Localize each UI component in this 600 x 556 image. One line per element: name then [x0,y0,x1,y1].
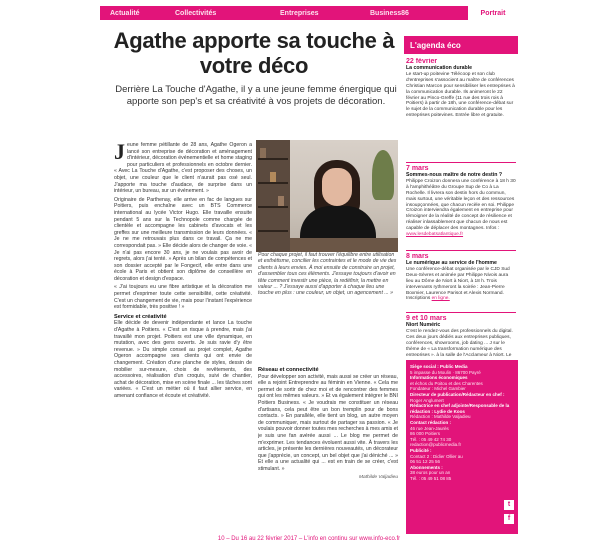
nav-collectivites[interactable]: Collectivités [175,9,217,17]
agenda-item [406,312,516,356]
photo-caption: Pour chaque projet, il faut trouver l'équilibre entre utilisation et esthétisme, concilier les contraintes et le mode de vie des clients à leurs envies. À moi ensuite de construire un projet, d'assembler tous ces éléments. J'essaye toujours d'avoir en tête comment investir une pièce, la redéfinir, la mettre en valeur ... ? J'essaye aussi d'apporter à chaque lieu une touche en plus : une couleur, un objet, un agencement ... » [258,252,397,297]
publisher-info-box [406,360,518,534]
info-line: 5 impasse du Moulin · 86700 Payré [410,369,481,375]
agenda-body: C'est le rendez-vous des professionnels du digital. Ces deux jours dédiés aux entreprises publiques, conférences, showrooms, job dating ... J sur le thème de « La transformation numérique des entreprises », à la salle de l'Acclameur à Niort. Le [406,328,513,356]
agenda-item [406,58,516,160]
article-paragraph-5: Pour développer son activité, mais aussi se créer un réseau, elle a rejoint Entreprendre au féminin en Vienne. « Cela me permet de sortir de chez moi et de rencontrer des femmes qui ont les mêmes valeurs. » Et va également intégrer le BNI Poitiers Business. « Je voudrais me constituer un réseau d'artisans, cela peut être un bon tremplin pour de bons contacts. » En parallèle, elle tient un blog, un autre moyen de communiquer, mais surtout de partager sa passion. « Je voulais pouvoir donner toutes mes recherches à mes amis et je suis une fan avérée aussi ... Le blog me permet de m'exprimer. Les tendances évoluent aussi vite. À travers les articles, je présente les dernières nouveautés, un décorateur que j'apprécie, un concept, un bel objet que j'ai déniché ... » Et elle a une actualité qui ... est en train de se créer, c'est stimulant. » [258,373,398,472]
agenda-title: Le numérique au service de l'homme [406,260,497,266]
agenda-sidebar [404,24,518,534]
photo-person-face [322,168,352,206]
info-line: Tél. : 05 49 51 08 85 [410,475,452,481]
article-paragraph-4: Elle décide de devenir indépendante et lance La touche d'Agathe à Poitiers. « C'est un risque à prendre, mais j'ai travaillé mon projet. Poitiers est une ville dynamique, en mutation, avec des gens ouverts. Je suis ravie d'y être revenue. » Du simple conseil au projet complet, Agathe Ogeron accompagne ses clients qui ont envie de changement. Création d'une planche de styles, dessin de mobilier sur-mesure, choix de revêtements, des accessoires, réalisation d'un croquis, suivi de chantier, achat de décoration, mise en scène finale ... les tâches sont variées. « C'est un métier où il faut allier service, en amenant confiance et écoute et créativité. [114,320,252,399]
drop-cap: J [114,142,125,164]
nav-actualite[interactable]: Actualité [110,9,140,17]
agenda-date: 22 février [406,58,438,65]
article-signature: Mathilde Valjadieu [358,474,398,480]
agenda-date: 8 mars [406,253,429,260]
info-line: redaction@publicmedia.fr [410,442,462,448]
info-line: Roger Anglumert [410,397,444,403]
article-headline: Agathe apporte sa touche à votre déco [113,28,395,78]
agenda-link[interactable]: en ligne. [431,296,450,302]
nav-entreprises[interactable]: Entreprises [280,9,319,17]
info-line: Rédaction : Mathilde Valjadieu [410,414,471,420]
agenda-body: Une conférence-débat organisée par le CJD Sud Deux-Sèvres et animée par Philippe Nivois aura lieu au Dôme de Niort à Niort, à 18 h. Trois intervenants rythmeront la soirée : Jean-Pierre Boxmier, Laurence Parisot et Alexis Normand. Inscriptions [406,266,510,302]
agenda-link[interactable]: www.lesdebatsatlantique.fr [406,232,464,238]
info-line: 46 rue Jean-Jaurès [410,425,449,431]
info-line: 86 000 Poitiers [410,431,441,437]
agenda-body: Le start-up poitevine Télécoop et son club d'entreprises s'associent au maître de conférences Christian Marcon pour sensibiliser les entreprises à la communication durable. Ils animeront le 22 février au Pinco-Greffe (11 rue des trois rois à Poitiers) à partir de 18h, une conférence-débat sur le sujet de la communication durable pour les entreprises poitevines. Entrée libre et gratuite. [406,71,515,119]
subhead-service: Service et créativité [114,313,167,320]
agenda-header: L'agenda éco [404,36,518,54]
agenda-date: 9 et 10 mars [406,315,447,322]
info-line: Contact 2 : Didier Ollier au [410,453,463,459]
article-paragraph-3: « J'ai toujours eu une fibre artistique et la décoration me permet d'exprimer toute cette sensibilité, cette créativité. C'est un changement de vie, mais pour l'instant l'expérience est formidable, très positive ! » [114,284,252,311]
agenda-item [406,250,516,310]
info-line: Contact rédaction : [410,419,452,425]
agenda-title: Niort Numéric [406,322,441,328]
agenda-item [406,162,516,248]
info-line: Tél. : 05 49 42 74 30 [410,436,452,442]
agenda-title: La communication durable [406,65,473,71]
agenda-date: 7 mars [406,165,429,172]
photo-shelf [256,140,290,252]
subhead-reseau: Réseau et connectivité [258,367,319,373]
info-line: 06 51 12 25 56 [410,459,441,465]
agenda-title: Sommes-nous maître de notre destin ? [406,172,502,178]
info-line: Siège social : Public Media [410,364,468,369]
info-line: Directeur de publication/Rédacteur en chef : [410,391,505,397]
photo-table [290,238,398,252]
info-line: Abonnements : [410,464,443,470]
info-line: Rédactrice en chef adjointe/Responsable de la rédaction : Lydie de Koos [410,403,510,414]
nav-business86[interactable]: Business86 [370,9,409,17]
article-column-left [114,142,252,534]
newspaper-page [100,6,518,546]
info-line: Publicité : [410,447,432,453]
article-column-middle [258,364,398,534]
nav-portrait-active[interactable]: Portrait [468,6,518,20]
portrait-photo [256,140,398,252]
agenda-body: Philippe Croizon donnera une conférence à 18 h 30 à l'amphithéâtre du Groupe Sup de Co à La Rochelle. Il livrera son destin hors du commun, mais surtout, une véritable leçon et des ressources insoupçonnées, que chacun recèle en soi. Philippe Croizon interviendra également en entreprise pour témoigner de la réalité de concept de résilience et réaliser inlassablement que chacun de nous est capable de déplacer des montagnes. Infos : [406,178,516,232]
article-standfirst: Derrière La Touche d'Agathe, il y a une jeune femme énergique qui apporte son pep's et sa créativité à vos projets de décoration. [115,84,397,107]
photo-plant [372,150,394,200]
page-footer: 10 – Du 16 au 22 février 2017 – L'info en continu sur www.info-eco.fr [217,536,401,542]
twitter-icon[interactable]: t [504,500,514,510]
facebook-icon[interactable]: f [504,514,514,524]
article-paragraph-2: Originaire de Parthenay, elle arrive en fac de langues sur Poitiers, puis enchaîne avec un BTS Commerce international au lycée Victor Hugo. Elle travaille ensuite pendant 5 ans sur la Technopole comme chargée de clientèle et accompagne les cabinets d'avocats et les greffes sur une meilleure transmission de leurs données. « Je ne me retrouvais plus dans ce travail. Ça ne me correspondait pas. » Elle décide alors de changer de voie. « Je n'ai pas encore 30 ans, je ne voulais pas avoir de regrets, alors j'ai tenté. » Après un bilan de compétences et son dossier accepté par le Fongecif, elle entre dans une école à Paris et obtient son diplôme de conseillère en décoration et design d'espace. [114,196,252,282]
info-line: Informations économiques [410,375,468,381]
info-line: Fondateur : Michel Gambier [410,386,466,392]
info-line: 38 euros pour un an [410,470,451,476]
info-line: et échos du Poitou et des Charentes [410,380,483,386]
article-intro: eune femme pétillante de 28 ans, Agathe Ogeron a lancé son entreprise de décoration et aménagement d'intérieur, décoration événementielle et home staging pour particuliers et professionnels en octobre dernier. « Avec La Touche d'Agathe, c'est proposer des choses, un objet, une couleur que le client n'aurait pas osé seul. J'apporte ma touche d'audace, de surprise dans un intérieur, un bureau, sur un événement. » [114,142,252,195]
section-navbar [100,6,518,20]
